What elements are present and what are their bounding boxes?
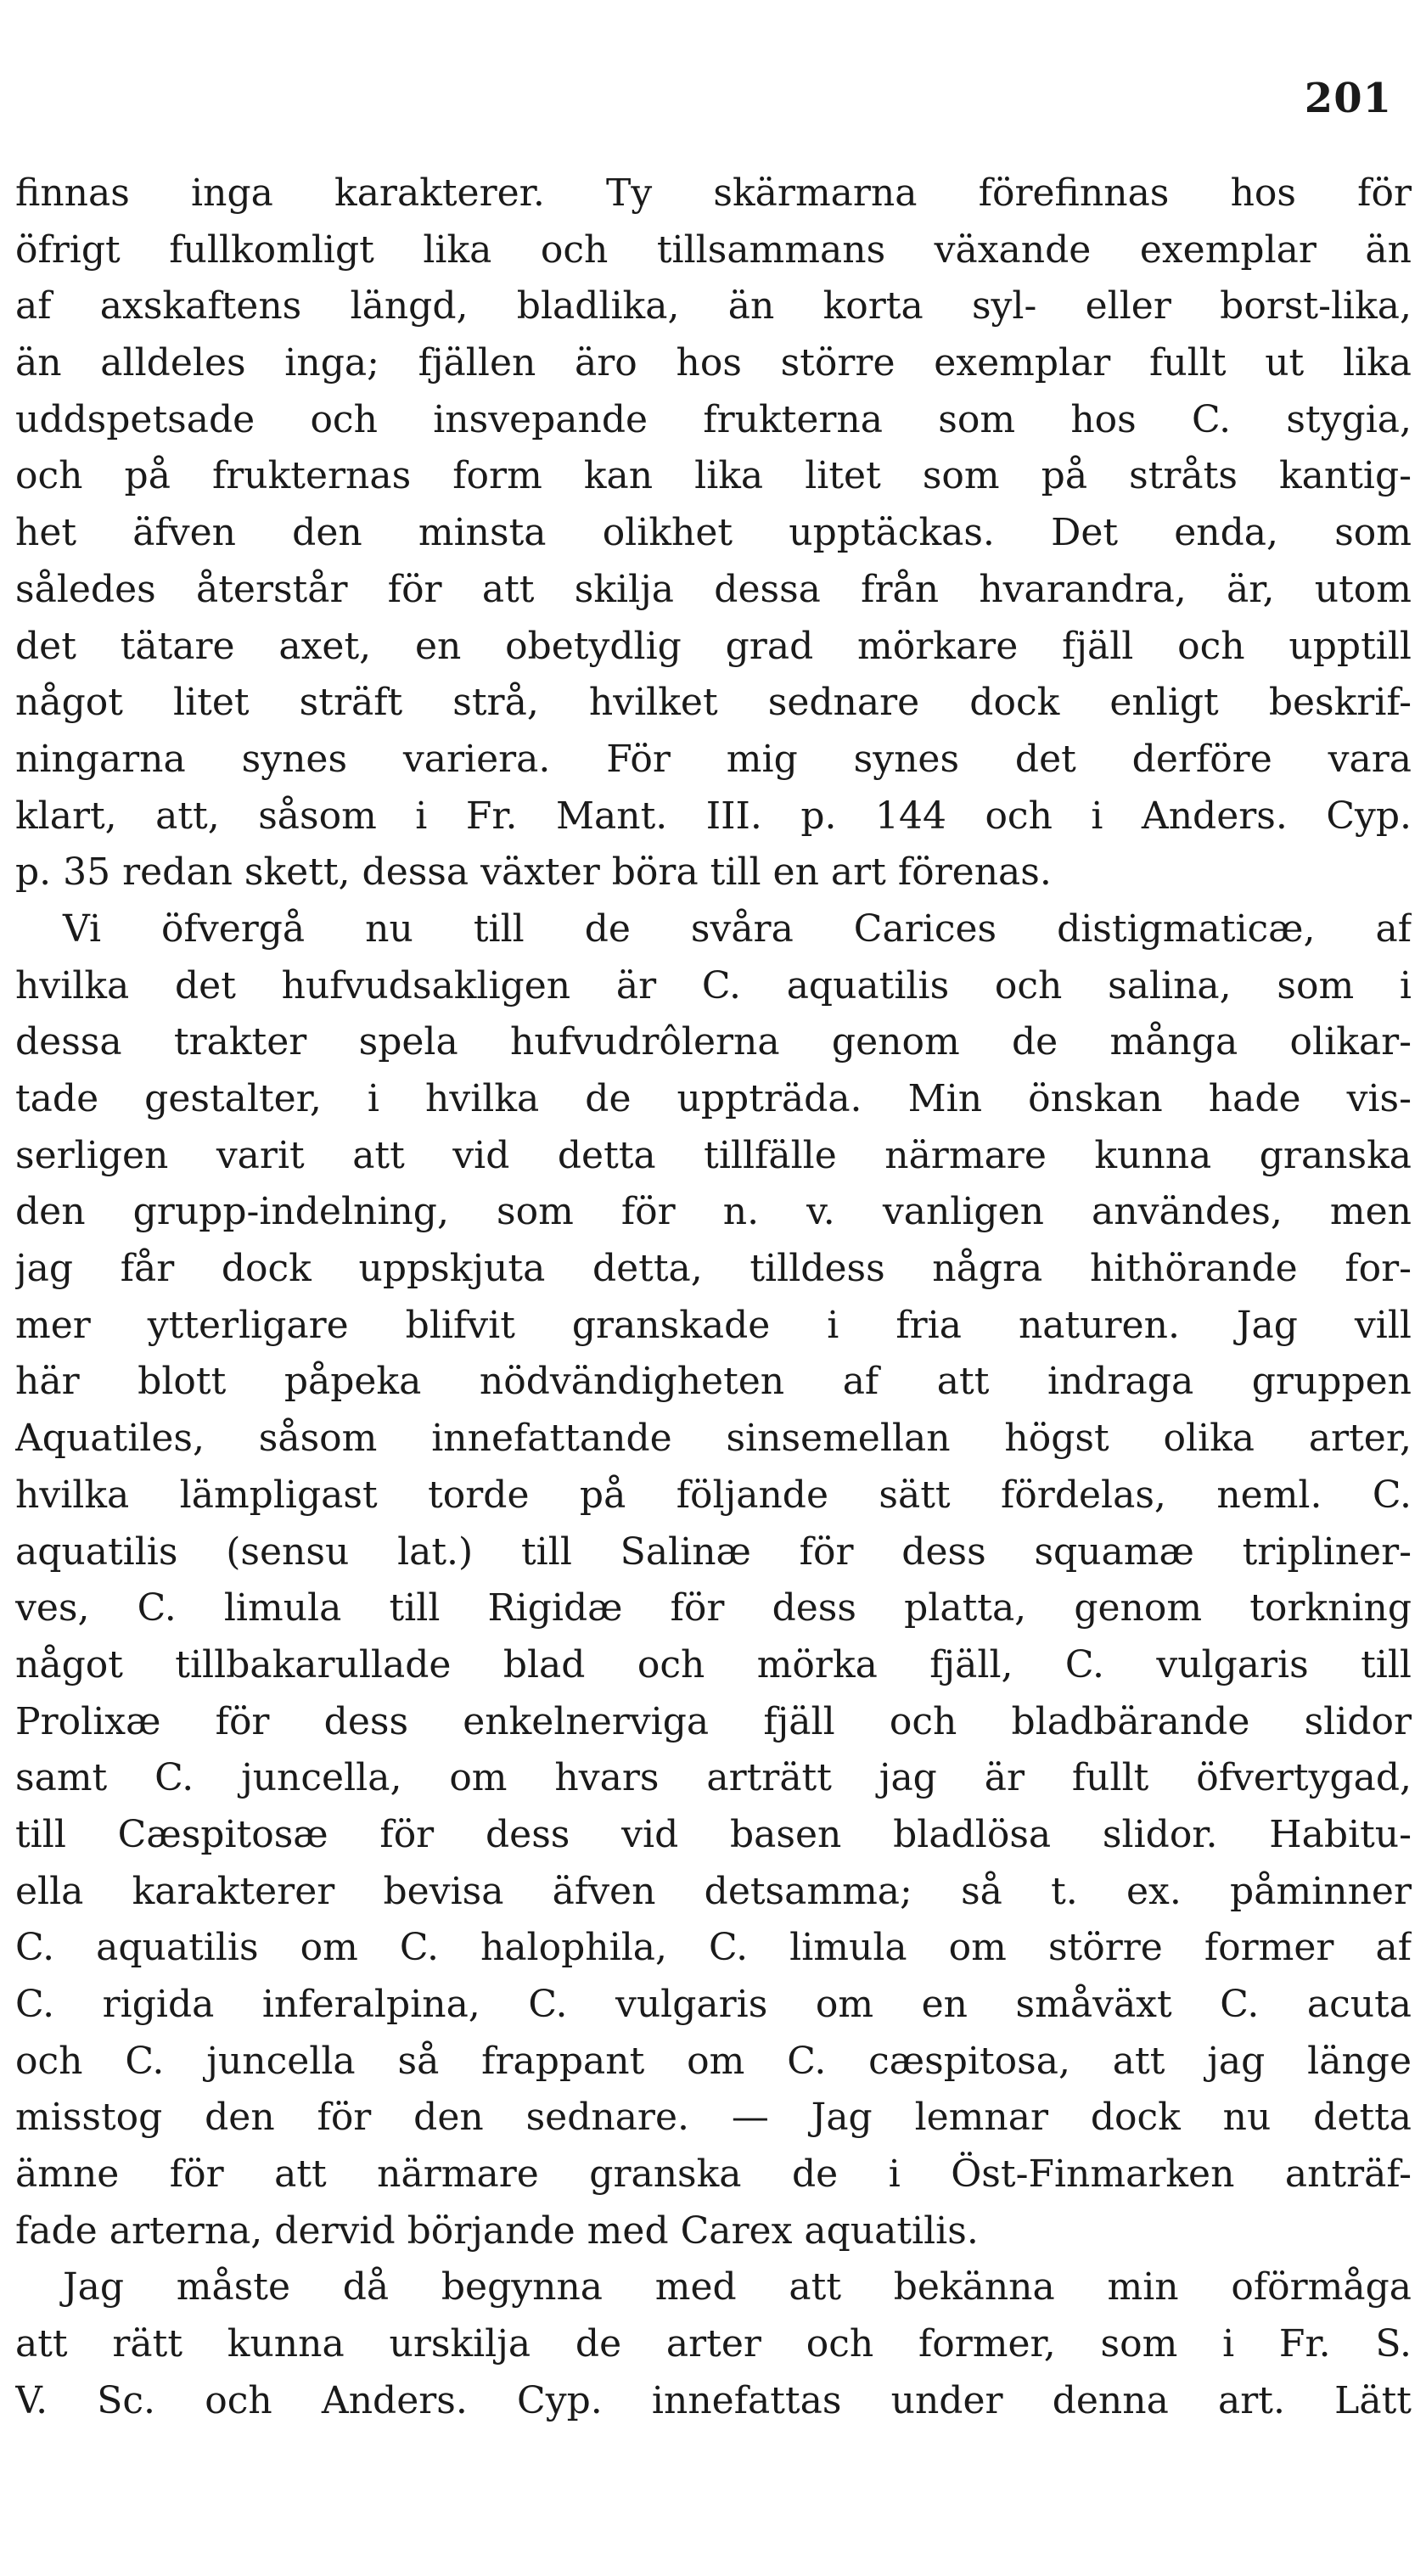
text-line: uddspetsade och insvepande frukterna som hos C. stygia, bbox=[15, 397, 1412, 441]
text-line: här blott påpeka nödvändigheten af att indraga gruppen bbox=[15, 1360, 1412, 1404]
text-line: samt C. juncella, om hvars arträtt jag är fullt öfvertygad, bbox=[15, 1756, 1412, 1800]
text-line: hvilka lämpligast torde på följande sätt fördelas, neml. C. bbox=[15, 1473, 1412, 1517]
text-line: aquatilis (sensu lat.) till Salinæ för dess squamæ tripliner- bbox=[15, 1529, 1412, 1574]
body-text bbox=[15, 166, 1412, 2430]
text-line: Prolixæ för dess enkelnerviga fjäll och bladbärande slidor bbox=[15, 1699, 1412, 1743]
text-line: ämne för att närmare granska de i Öst-Finmarken anträf- bbox=[15, 2152, 1412, 2197]
text-line: den grupp-indelning, som för n. v. vanligen användes, men bbox=[15, 1190, 1412, 1234]
text-line: något tillbakarullade blad och mörka fjäll, C. vulgaris till bbox=[15, 1642, 1412, 1686]
text-line: till Cæspitosæ för dess vid basen bladlösa slidor. Habitu- bbox=[15, 1812, 1412, 1856]
text-line: Aquatiles, såsom innefattande sinsemellan högst olika arter, bbox=[15, 1417, 1412, 1461]
text-line: jag får dock uppskjuta detta, tilldess några hithörande for- bbox=[15, 1247, 1412, 1291]
text-line: V. Sc. och Anders. Cyp. innefattas under denna art. Lätt bbox=[15, 2378, 1412, 2422]
text-line: klart, att, såsom i Fr. Mant. III. p. 144 och i Anders. Cyp. bbox=[15, 794, 1412, 838]
text-line: Vi öfvergå nu till de svåra Carices distigmaticæ, af bbox=[63, 906, 1412, 951]
text-line: C. aquatilis om C. halophila, C. limula om större former af bbox=[15, 1926, 1412, 1970]
text-line: fade arterna, dervid börjande med Carex aquatilis. bbox=[15, 2208, 979, 2253]
text-line: hvilka det hufvudsakligen är C. aquatilis och salina, som i bbox=[15, 963, 1412, 1007]
text-line: serligen varit att vid detta tillfälle närmare kunna granska bbox=[15, 1133, 1412, 1177]
text-line: ella karakterer bevisa äfven detsamma; så t. ex. påminner bbox=[15, 1869, 1412, 1913]
text-line: och på frukternas form kan lika litet som på stråts kantig- bbox=[15, 454, 1412, 498]
text-line: ningarna synes variera. För mig synes det derföre vara bbox=[15, 737, 1412, 781]
text-line: att rätt kunna urskilja de arter och former, som i Fr. S. bbox=[15, 2322, 1412, 2366]
text-line: ves, C. limula till Rigidæ för dess platta, genom torkning bbox=[15, 1586, 1412, 1630]
text-line: misstog den för den sednare. — Jag lemnar dock nu detta bbox=[15, 2096, 1412, 2140]
text-line: finnas inga karakterer. Ty skärmarna förefinnas hos för bbox=[15, 171, 1412, 215]
text-line: C. rigida inferalpina, C. vulgaris om en småväxt C. acuta bbox=[15, 1983, 1412, 2026]
text-line: dessa trakter spela hufvudrôlerna genom de många olikar- bbox=[15, 1020, 1412, 1064]
text-line: således återstår för att skilja dessa från hvarandra, är, utom bbox=[15, 567, 1412, 611]
text-line: öfrigt fullkomligt lika och tillsammans växande exemplar än bbox=[15, 227, 1412, 272]
page-number: 201 bbox=[1304, 75, 1392, 122]
text-line: mer ytterligare blifvit granskade i fria naturen. Jag vill bbox=[15, 1303, 1412, 1347]
text-line: het äfven den minsta olikhet upptäckas. Det enda, som bbox=[15, 511, 1412, 555]
text-line: och C. juncella så frappant om C. cæspitosa, att jag länge bbox=[15, 2039, 1412, 2083]
text-line: något litet sträft strå, hvilket sednare dock enligt beskrif- bbox=[15, 681, 1412, 725]
text-line: p. 35 redan skett, dessa växter böra till en art förenas. bbox=[15, 850, 1052, 895]
text-line: af axskaftens längd, bladlika, än korta syl- eller borst-lika, bbox=[15, 284, 1412, 328]
text-line: Jag måste då begynna med att bekänna min oförmåga bbox=[63, 2265, 1412, 2309]
text-line: det tätare axet, en obetydlig grad mörkare fjäll och upptill bbox=[15, 624, 1412, 668]
text-line: tade gestalter, i hvilka de uppträda. Min önskan hade vis- bbox=[15, 1077, 1412, 1120]
text-line: än alldeles inga; fjällen äro hos större exemplar fullt ut lika bbox=[15, 341, 1412, 385]
